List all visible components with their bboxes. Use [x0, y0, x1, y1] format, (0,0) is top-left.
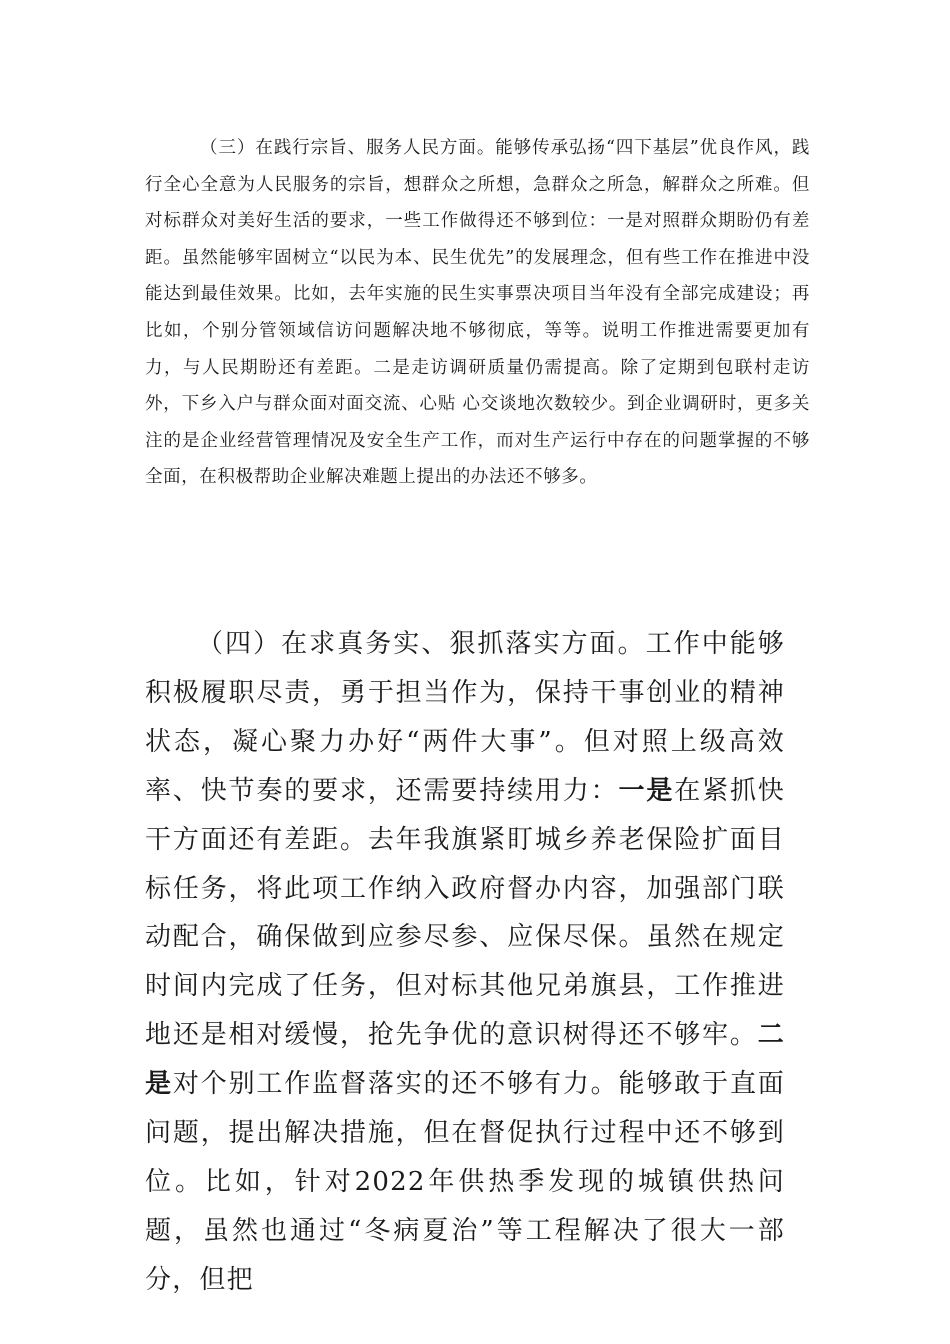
- paragraph-section-4-part-1: （四）在求真务实、狠抓落实方面。工作中能够积极履职尽责，勇于担当作为，保持干事创业的精神状态，凝心聚力办好“两件大事”。但对照上级高效率、快节奏的要求，还需要持续用力：: [145, 629, 785, 806]
- paragraph-section-3: （三）在践行宗旨、服务人民方面。能够传承弘扬“四下基层”优良作风，践行全心全意为人民服务的宗旨，想群众之所想，急群众之所急，解群众之所难。但对标群众对美好生活的要求，一些工作做得还不够到位：一是对照群众期盼仍有差距。虽然能够牢固树立“以民为本、民生优先”的发展理念，但有些工作在推进中没能达到最佳效果。比如，去年实施的民生实事票决项目当年没有全部完成建设；再比如，个别分管领域信访问题解决地不够彻底，等等。说明工作推进需要更加有力，与人民期盼还有差距。二是走访调研质量仍需提高。除了定期到包联村走访外，下乡入户与群众面对面交流、心贴 心交谈地次数较少。到企业调研时，更多关注的是企业经营管理情况及安全生产工作，而对生产运行中存在的问题掌握的不够全面，在积极帮助企业解决难题上提出的办法还不够多。: [145, 138, 810, 488]
- point-marker-one: 一是: [618, 775, 675, 806]
- paragraph-section-4: [145, 620, 785, 1305]
- point-marker-two: 二是: [145, 1020, 785, 1100]
- paragraph-section-4-part-2: 在紧抓快干方面还有差距。去年我旗紧盯城乡养老保险扩面目标任务，将此项工作纳入政府督办内容，加强部门联动配合，确保做到应参尽参、应保尽保。虽然在规定时间内完成了任务，但对标其他兄弟旗县，工作推进地还是相对缓慢，抢先争优的意识树得还不够牢。: [145, 775, 785, 1051]
- paragraph-section-4-part-3: 对个别工作监督落实的还不够有力。能够敢于直面问题，提出解决措施，但在督促执行过程中还不够到位。比如，针对2022年供热季发现的城镇供热问题，虽然也通过“冬病夏治”等工程解决了很大一部分，但把: [145, 1069, 785, 1295]
